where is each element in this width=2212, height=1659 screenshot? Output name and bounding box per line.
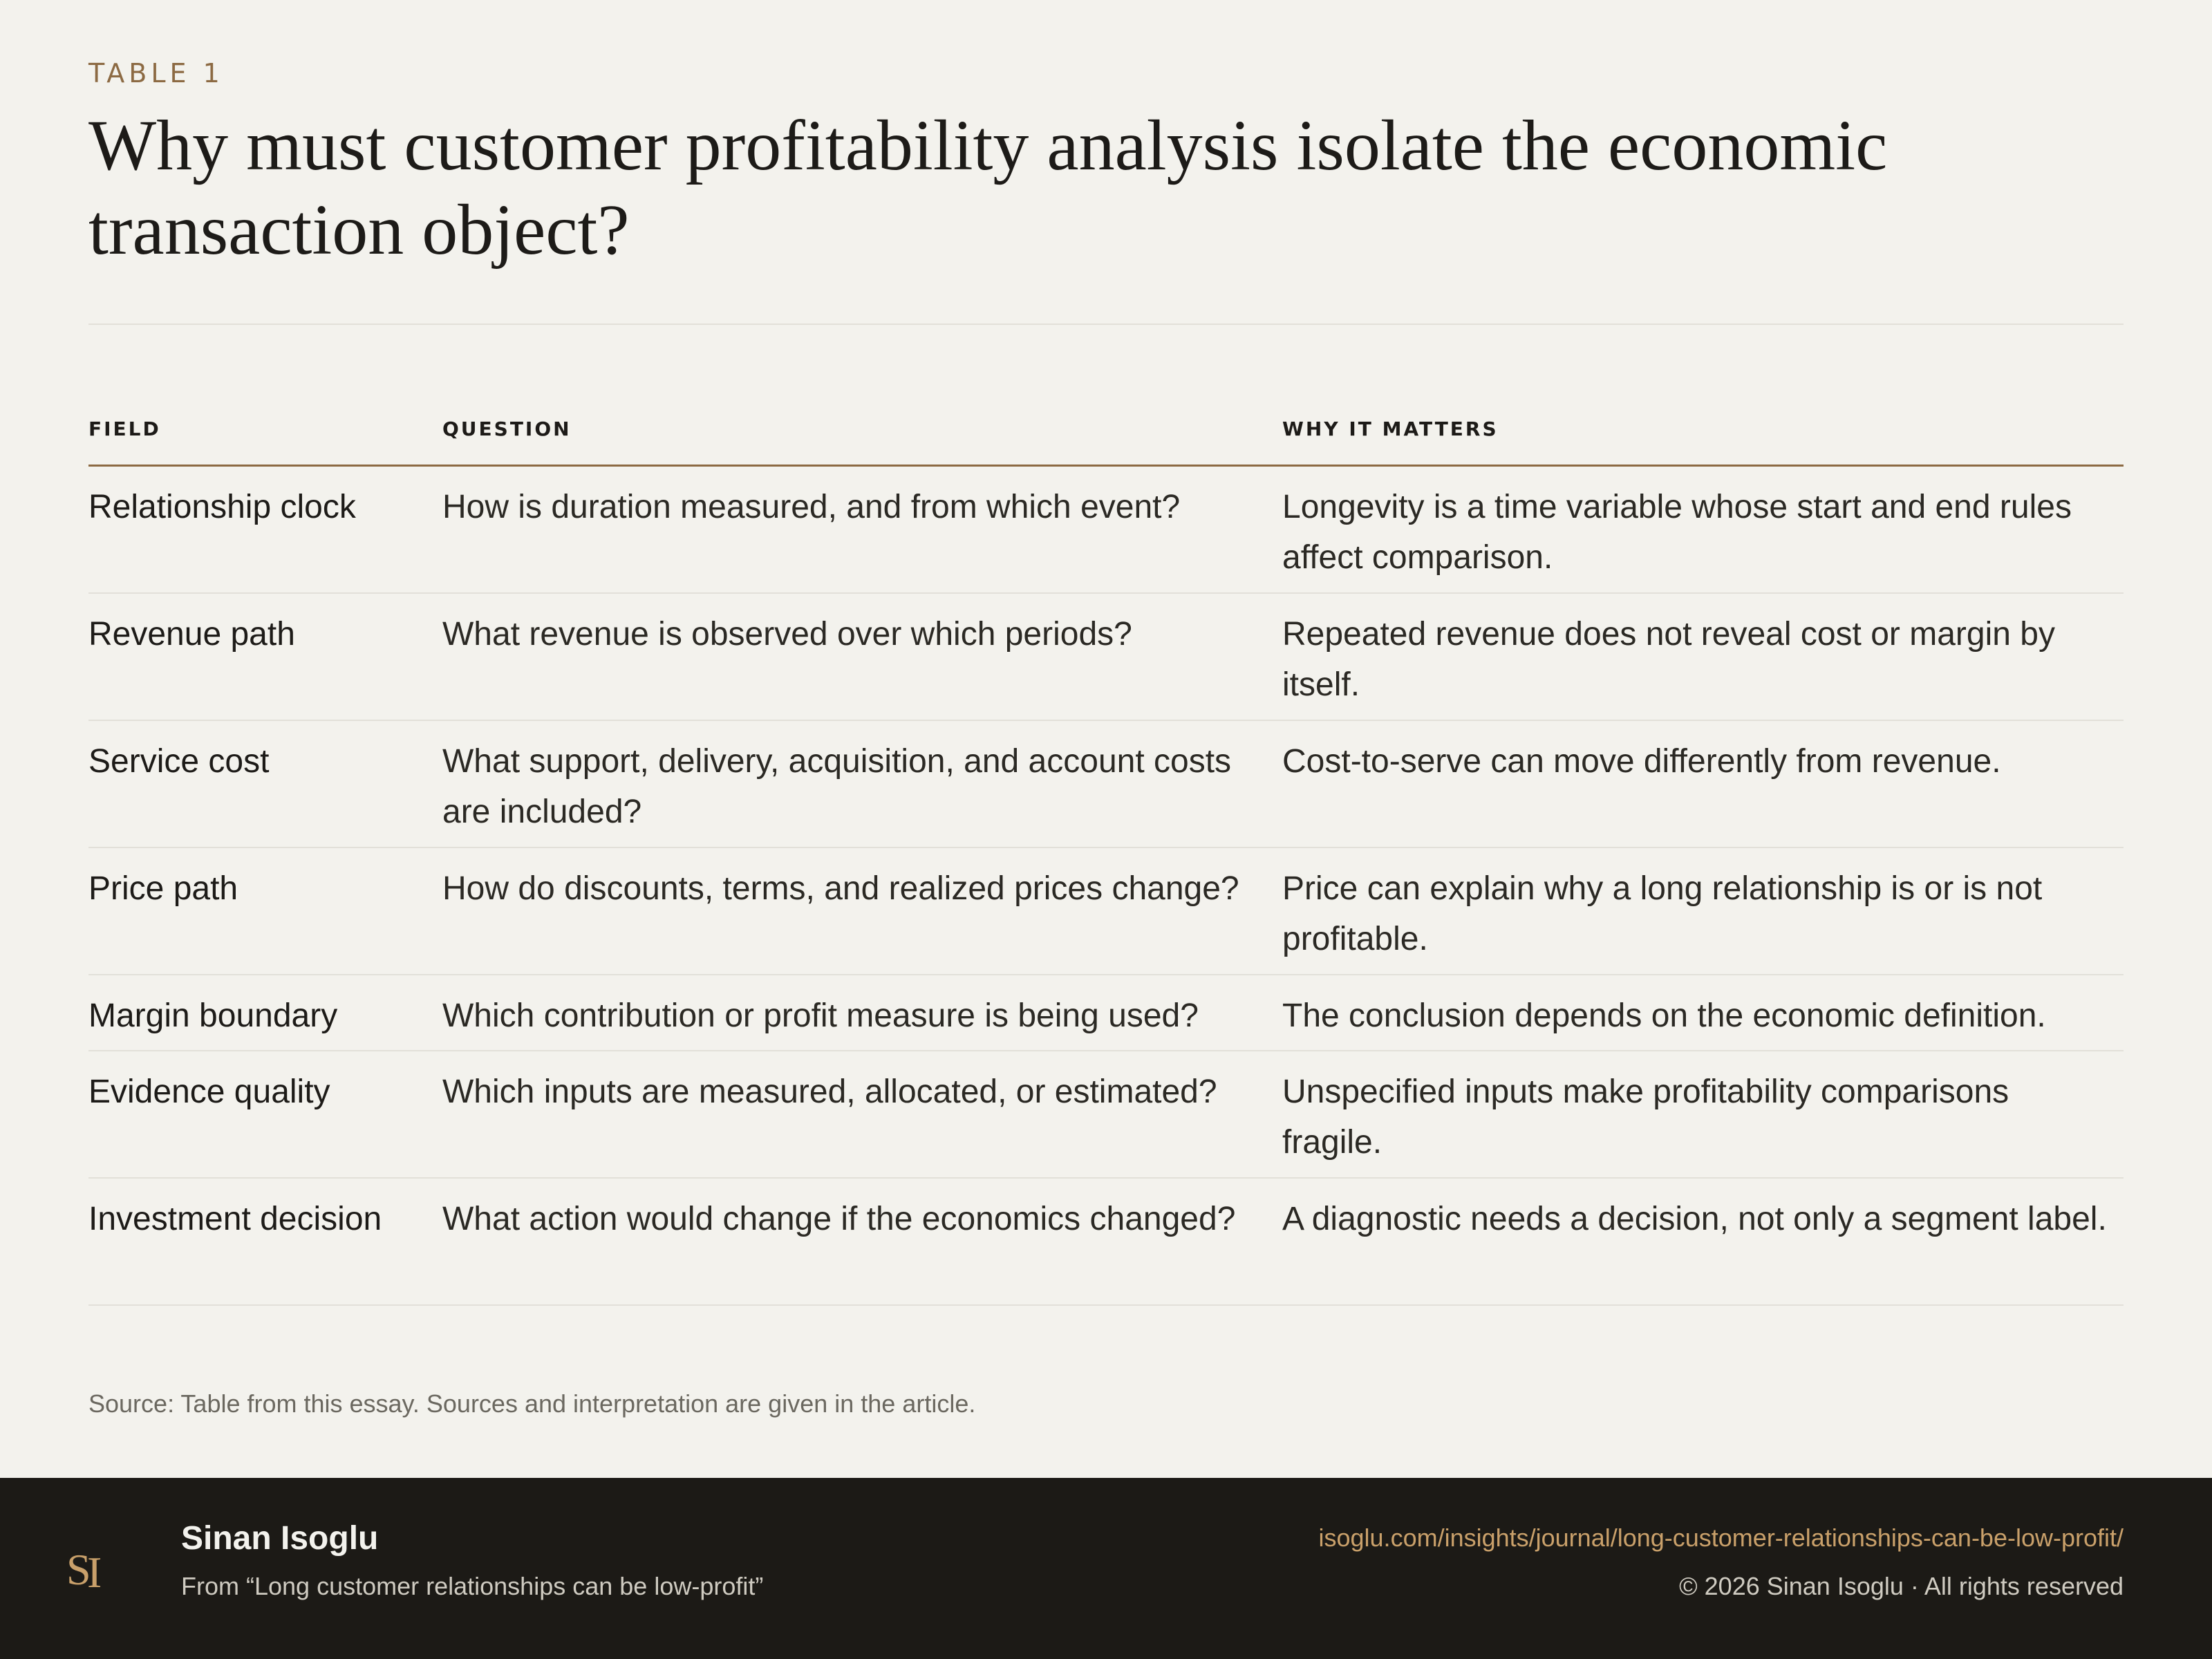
table-body xyxy=(88,467,2124,1306)
cell-field: Revenue path xyxy=(88,616,295,653)
table-eyebrow: TABLE 1 xyxy=(88,58,224,88)
column-header-field: FIELD xyxy=(88,418,161,440)
cell-field: Relationship clock xyxy=(88,489,356,525)
article-reference: From “Long customer relationships can be low-profit” xyxy=(181,1572,764,1600)
cell-why: Repeated revenue does not reveal cost or margin by itself. xyxy=(1282,616,2055,703)
table-row xyxy=(88,467,2124,594)
author-name: Sinan Isoglu xyxy=(181,1520,379,1557)
cell-field: Service cost xyxy=(88,743,270,780)
cell-question: How do discounts, terms, and realized prices change? xyxy=(442,870,1239,907)
title-divider xyxy=(88,324,2124,325)
column-header-question: QUESTION xyxy=(442,418,572,440)
cell-why: A diagnostic needs a decision, not only a segment label. xyxy=(1282,1201,2107,1237)
cell-question: Which contribution or profit measure is being used? xyxy=(442,997,1199,1034)
cell-question: What action would change if the economics changed? xyxy=(442,1201,1236,1237)
svg-text:S: S xyxy=(66,1545,91,1594)
table-row xyxy=(88,848,2124,975)
page-title: Why must customer profitability analysis isolate the economic transaction object? xyxy=(88,106,1888,270)
cell-field: Margin boundary xyxy=(88,997,338,1034)
cell-question: What revenue is observed over which periods? xyxy=(442,616,1132,653)
cell-why: Unspecified inputs make profitability comparisons fragile. xyxy=(1282,1074,2009,1161)
cell-field: Investment decision xyxy=(88,1201,382,1237)
cell-question: Which inputs are measured, allocated, or estimated? xyxy=(442,1074,1217,1110)
svg-text:I: I xyxy=(87,1548,102,1597)
table-row xyxy=(88,975,2124,1051)
monogram-logo-icon xyxy=(64,1541,119,1597)
cell-why: Price can explain why a long relationship is or is not profitable. xyxy=(1282,870,2043,957)
table-row xyxy=(88,594,2124,721)
table-row xyxy=(88,1051,2124,1179)
cell-why: The conclusion depends on the economic definition. xyxy=(1282,997,2046,1034)
cell-question: What support, delivery, acquisition, and account costs are included? xyxy=(442,743,1232,830)
cell-field: Evidence quality xyxy=(88,1074,330,1110)
column-header-why: WHY IT MATTERS xyxy=(1282,418,1499,440)
article-link[interactable]: isoglu.com/insights/journal/long-customer-relationships-can-be-low-profit/ xyxy=(1318,1524,2124,1552)
table-row xyxy=(88,1179,2124,1306)
copyright-notice: © 2026 Sinan Isoglu · All rights reserved xyxy=(1679,1572,2124,1600)
cell-question: How is duration measured, and from which event? xyxy=(442,489,1181,525)
table-row xyxy=(88,721,2124,848)
table-header xyxy=(88,418,2124,466)
cell-why: Longevity is a time variable whose start and end rules affect comparison. xyxy=(1282,489,2072,576)
footer xyxy=(0,1478,2212,1659)
cell-field: Price path xyxy=(88,870,238,907)
cell-why: Cost-to-serve can move differently from revenue. xyxy=(1282,743,2001,780)
source-note: Source: Table from this essay. Sources and interpretation are given in the article. xyxy=(88,1389,976,1418)
